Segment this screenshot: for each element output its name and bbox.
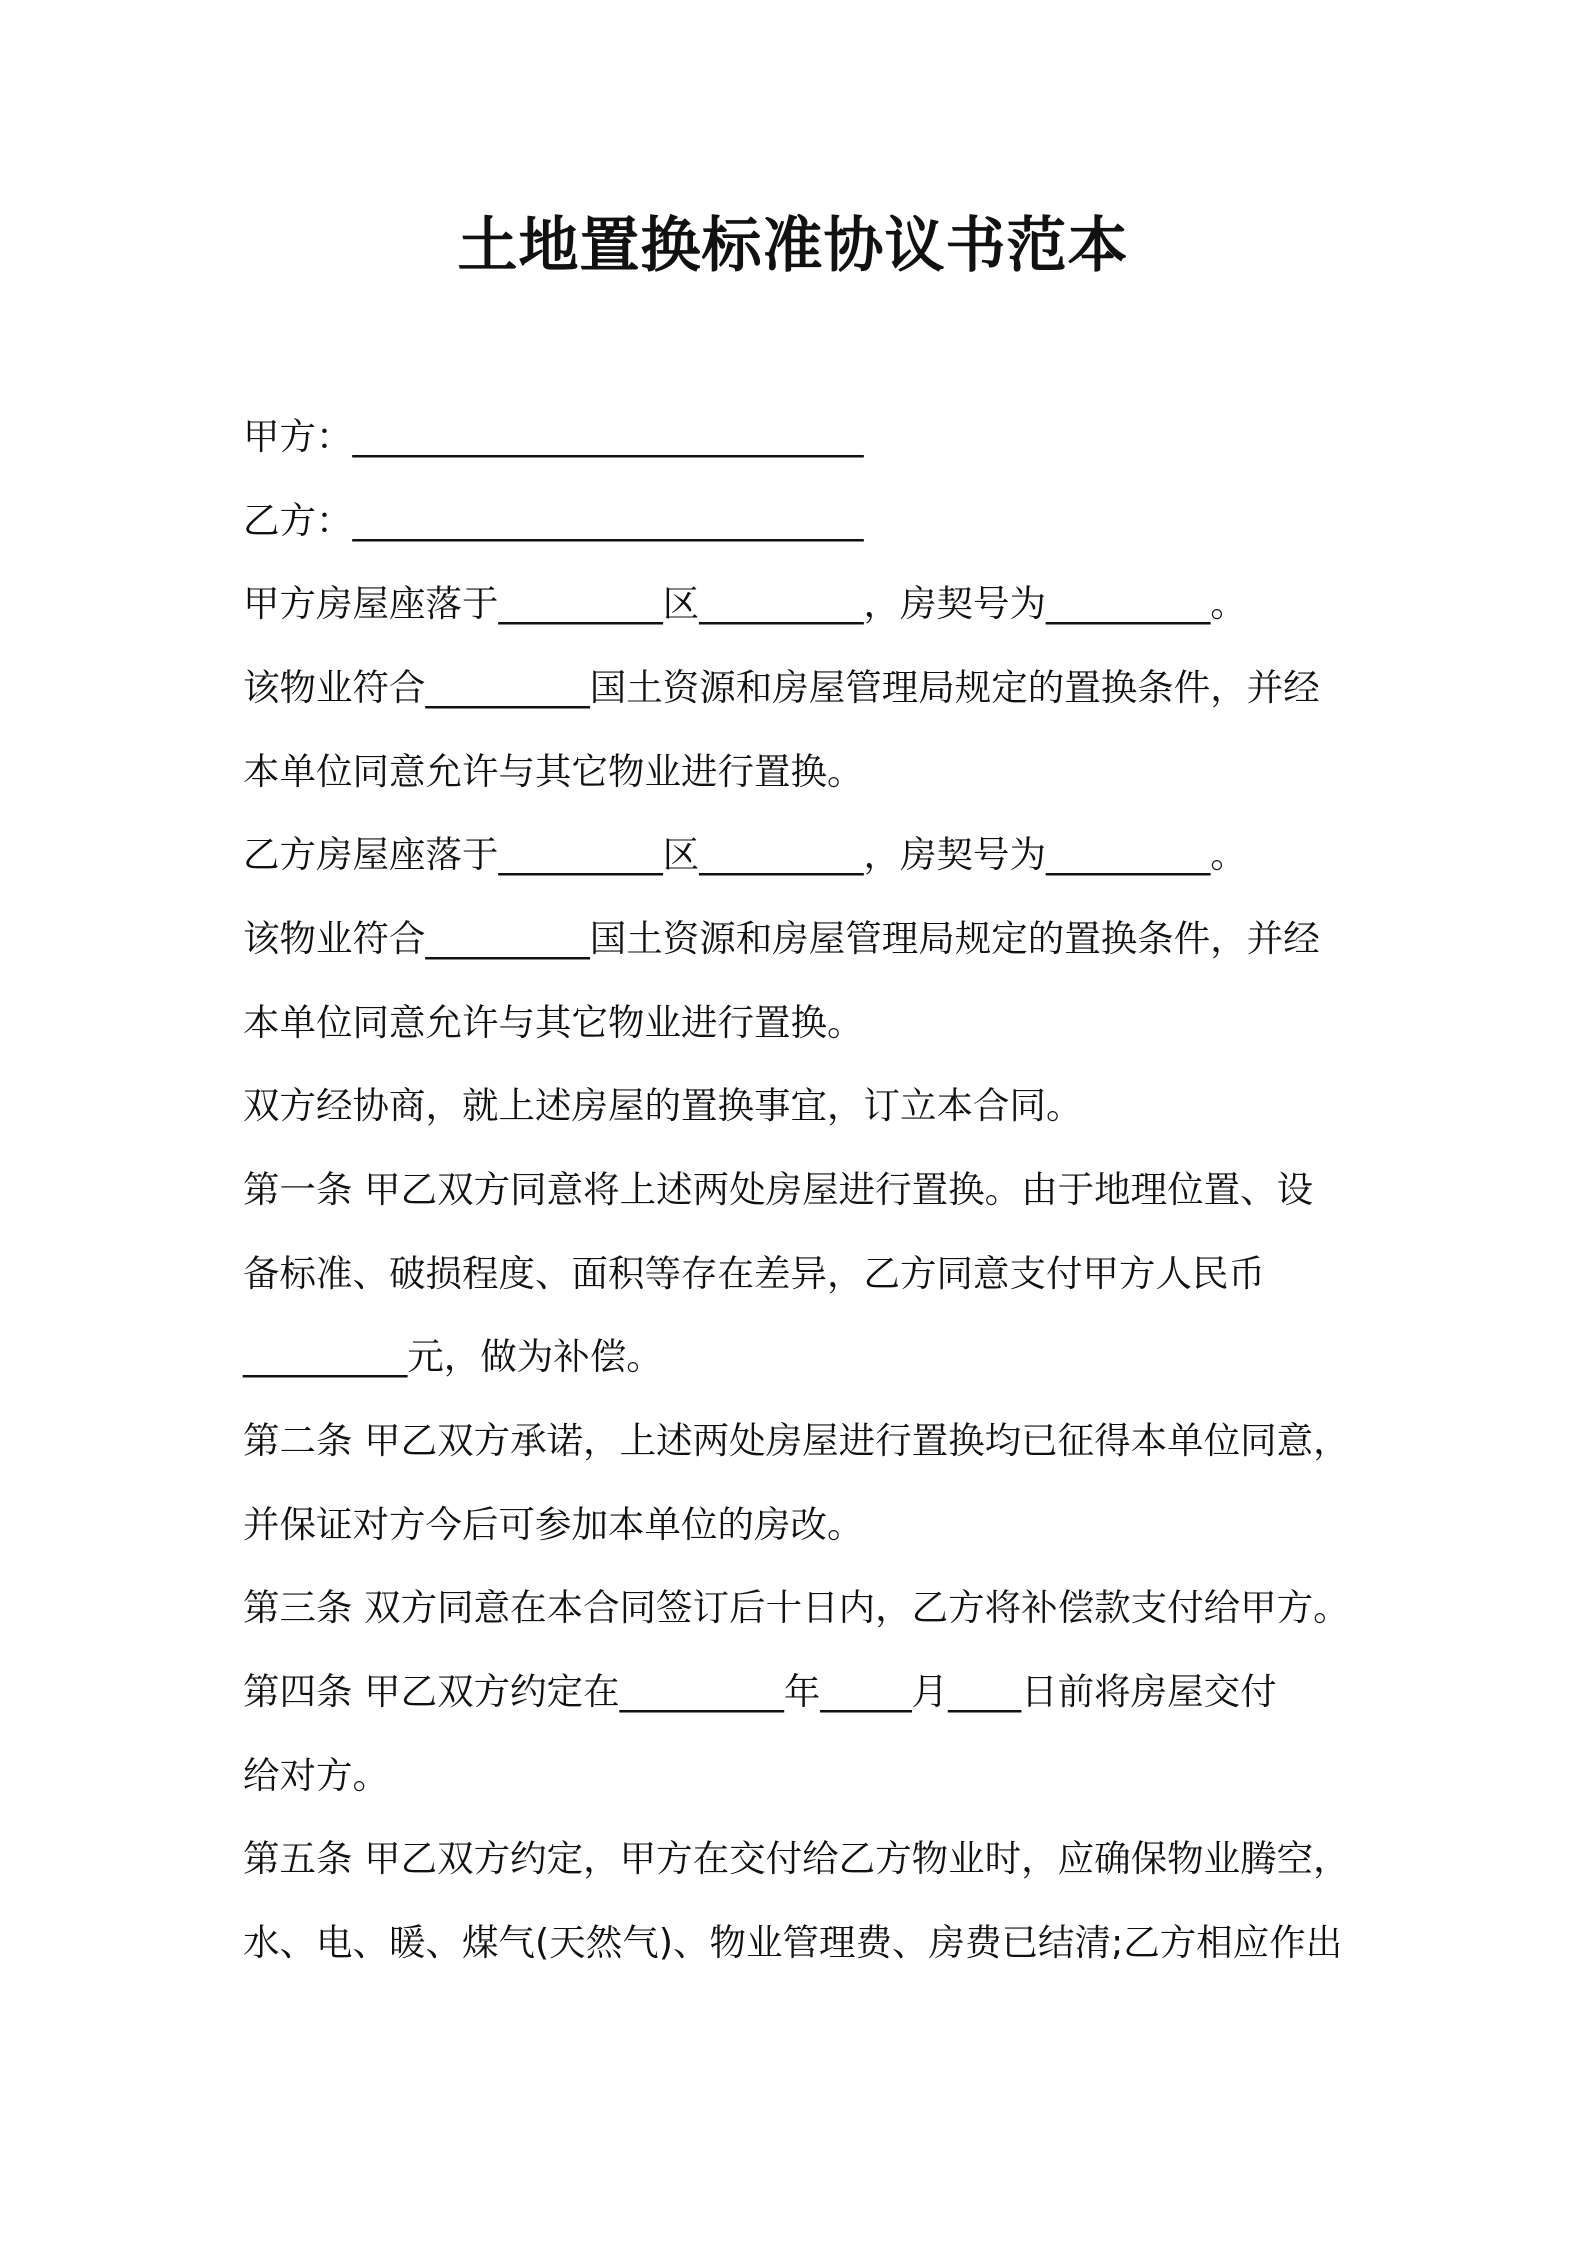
party-a-property-line: 甲方房屋座落于_________区_________，房契号为_________。 (243, 582, 1247, 625)
party-a-condition-line: 该物业符合_________国土资源和房屋管理局规定的置换条件，并经 (243, 666, 1320, 709)
article-3-line: 第三条 双方同意在本合同签订后十日内，乙方将补偿款支付给甲方。 (243, 1586, 1350, 1629)
article-5-line-2: 水、电、暖、煤气(天然气)、物业管理费、房费已结清;乙方相应作出 (243, 1921, 1343, 1964)
party-b-property-line: 乙方房屋座落于_________区_________，房契号为_________。 (243, 833, 1247, 876)
preamble-line: 双方经协商，就上述房屋的置换事宜，订立本合同。 (243, 1084, 1083, 1127)
article-1-line-1: 第一条 甲乙双方同意将上述两处房屋进行置换。由于地理位置、设 (243, 1168, 1314, 1211)
article-4-line-1: 第四条 甲乙双方约定在_________年_____月____日前将房屋交付 (243, 1670, 1277, 1713)
article-1-line-2: 备标准、破损程度、面积等存在差异，乙方同意支付甲方人民币 (243, 1252, 1265, 1295)
article-1-line-3: _________元，做为补偿。 (243, 1335, 663, 1378)
article-2-line-1: 第二条 甲乙双方承诺，上述两处房屋进行置换均已征得本单位同意， (243, 1419, 1350, 1462)
article-4-line-2: 给对方。 (243, 1754, 389, 1797)
article-2-line-2: 并保证对方今后可参加本单位的房改。 (243, 1503, 864, 1546)
party-b-line: 乙方：____________________________ (243, 499, 864, 542)
party-a-consent-line: 本单位同意允许与其它物业进行置换。 (243, 750, 864, 793)
party-b-condition-line: 该物业符合_________国土资源和房屋管理局规定的置换条件，并经 (243, 917, 1320, 960)
article-5-line-1: 第五条 甲乙双方约定，甲方在交付给乙方物业时，应确保物业腾空， (243, 1837, 1350, 1880)
party-b-consent-line: 本单位同意允许与其它物业进行置换。 (243, 1001, 864, 1044)
document-title: 土地置换标准协议书范本 (457, 211, 1129, 281)
party-a-line: 甲方：____________________________ (243, 415, 864, 458)
